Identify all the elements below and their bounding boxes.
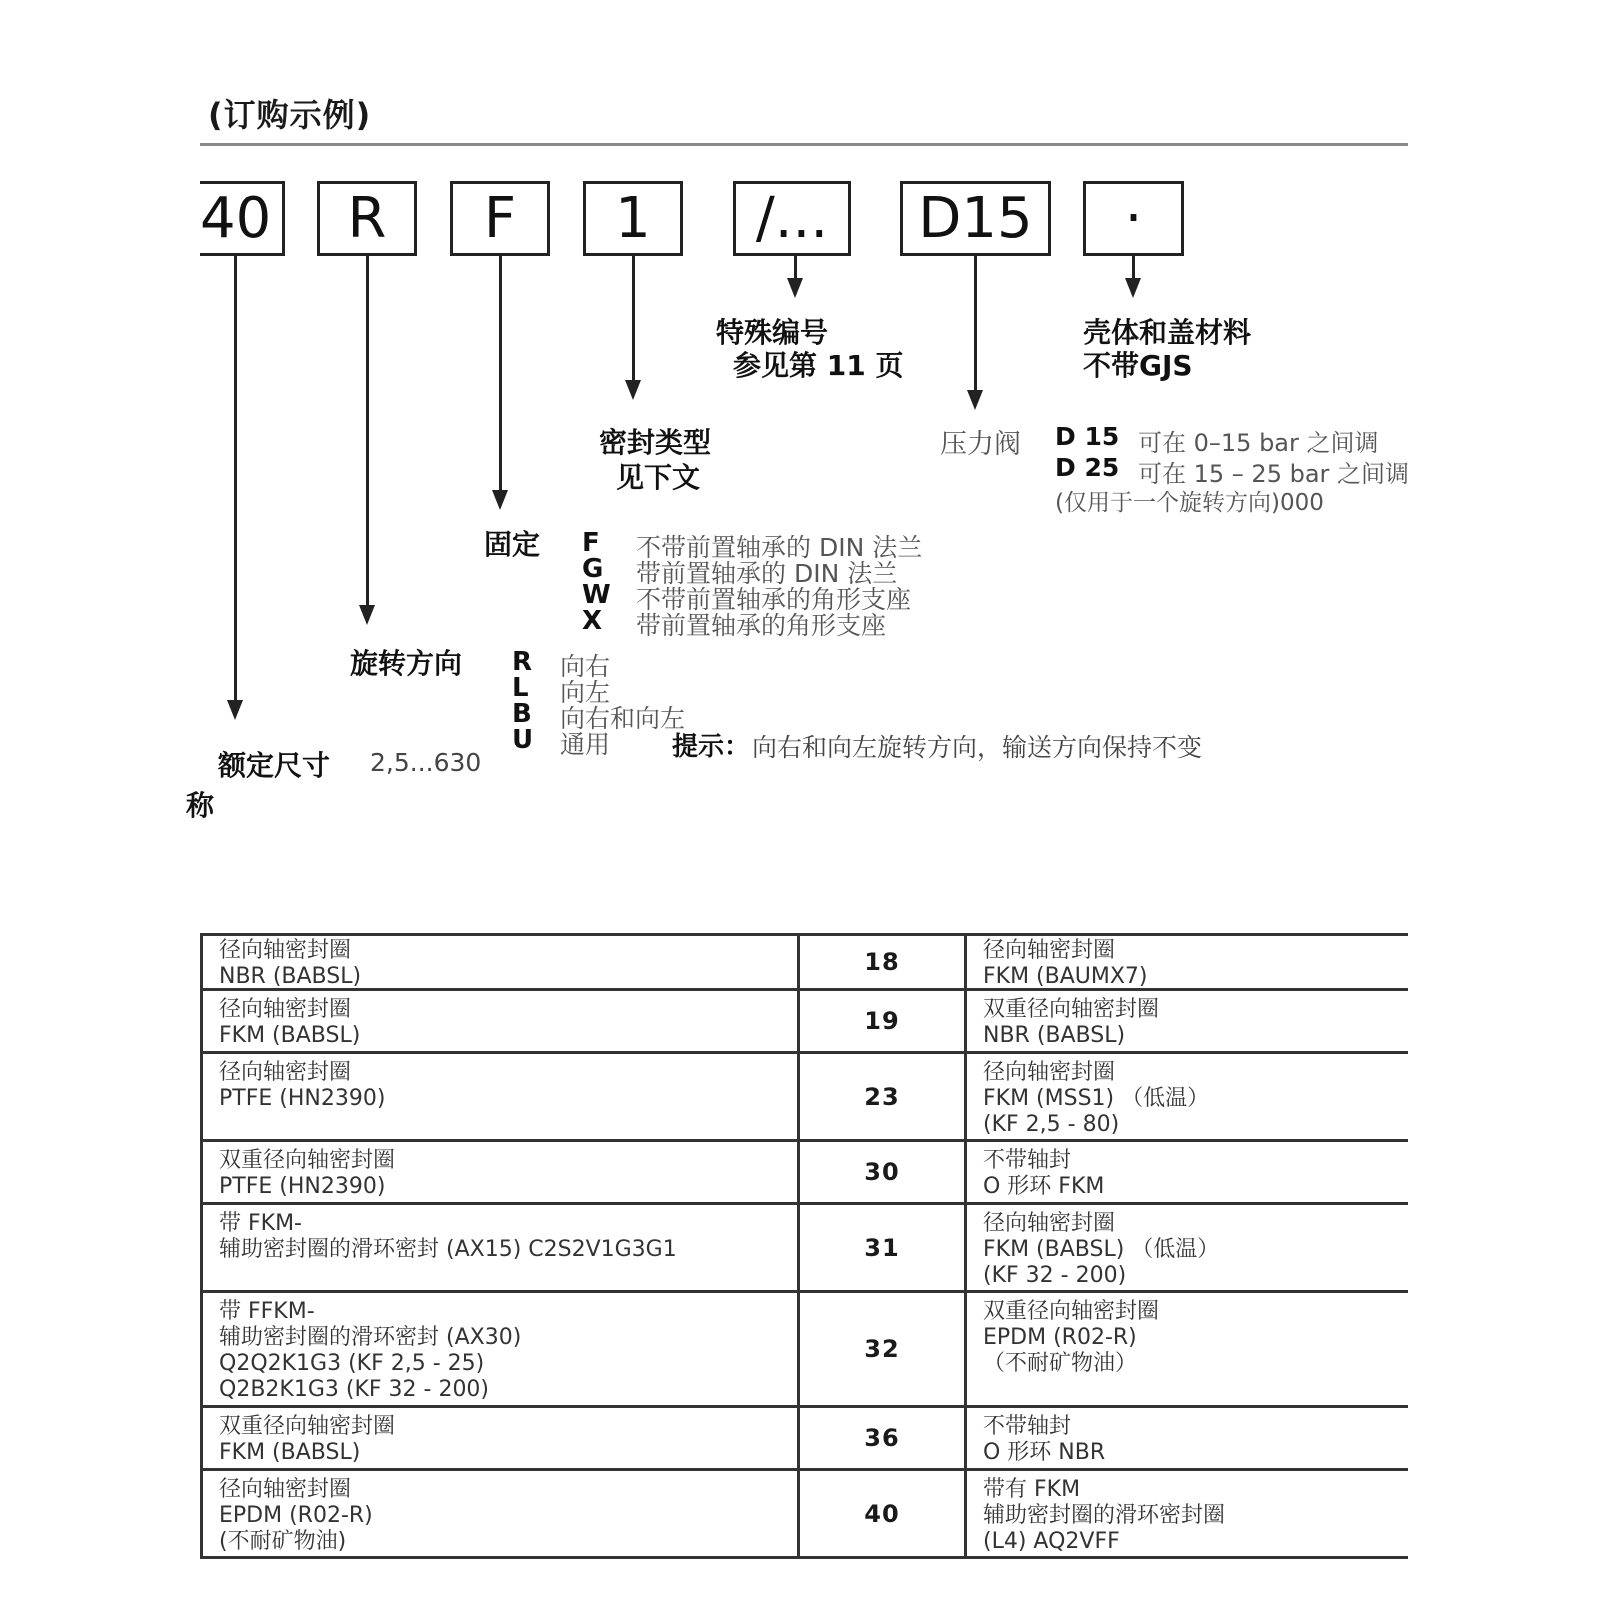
seal-left-line: 径向轴密封圈 bbox=[219, 1477, 352, 1502]
housing-material-label: 壳体和盖材料 bbox=[1083, 316, 1252, 349]
special-number-label: 特殊编号 bbox=[716, 316, 829, 349]
rotation-code: R bbox=[512, 647, 533, 677]
code-box-seal: 1 bbox=[583, 181, 683, 256]
seal-left-line: FKM (BABSL) bbox=[219, 1023, 361, 1048]
seal-right-cell bbox=[967, 1054, 1408, 1139]
table-row bbox=[200, 1205, 1408, 1293]
hint-label: 提示： bbox=[672, 732, 751, 762]
seal-right-cell bbox=[967, 991, 1408, 1051]
table-row bbox=[200, 1293, 1408, 1408]
rotation-text: 通用 bbox=[560, 730, 611, 759]
seal-left-line: EPDM (R02-R) bbox=[219, 1503, 373, 1528]
seal-left-cell bbox=[200, 1205, 800, 1290]
seal-code: 40 bbox=[800, 1471, 967, 1556]
seal-type-ref: 见下文 bbox=[616, 461, 701, 494]
arrow-line-special bbox=[794, 256, 797, 278]
seal-right-cell bbox=[967, 1142, 1408, 1202]
table-row bbox=[200, 933, 1408, 991]
seal-right-line: FKM (BAUMX7) bbox=[983, 964, 1148, 989]
seal-right-line: 双重径向轴密封圈 bbox=[983, 1299, 1160, 1324]
code-box-material: · bbox=[1083, 181, 1184, 256]
table-row bbox=[200, 1054, 1408, 1142]
arrow-head-pressure bbox=[967, 390, 983, 410]
seal-left-line: 带 FFKM- bbox=[219, 1299, 315, 1324]
seal-left-line: 径向轴密封圈 bbox=[219, 938, 352, 963]
code-box-size: 40 bbox=[200, 181, 285, 256]
code-box-special: /... bbox=[733, 181, 851, 256]
pressure-note: (仅用于一个旋转方向)000 bbox=[1055, 490, 1324, 516]
fixing-code: X bbox=[582, 606, 603, 636]
seal-right-line: 带有 FKM bbox=[983, 1477, 1081, 1502]
arrow-line-material bbox=[1132, 256, 1135, 278]
rotation-code: L bbox=[512, 673, 529, 703]
rotation-code: U bbox=[512, 725, 534, 755]
seal-left-cell bbox=[200, 1142, 800, 1202]
seal-left-cell bbox=[200, 1408, 800, 1468]
code-box-rotation: R bbox=[317, 181, 417, 256]
rotation-text: 向左 bbox=[560, 678, 611, 707]
page-title: (订购示例) bbox=[208, 96, 372, 134]
seal-right-line: 不带轴封 bbox=[983, 1148, 1072, 1173]
seal-left-line: Q2B2K1G3 (KF 32 - 200) bbox=[219, 1377, 490, 1402]
seal-right-cell bbox=[967, 1471, 1408, 1556]
arrow-head-fixing bbox=[492, 490, 508, 510]
seal-code: 30 bbox=[800, 1142, 967, 1202]
seal-left-cell bbox=[200, 1471, 800, 1556]
table-row bbox=[200, 991, 1408, 1054]
cut-off-char: 称 bbox=[186, 789, 215, 822]
seal-code: 31 bbox=[800, 1205, 967, 1290]
pressure-valve-block bbox=[940, 420, 1408, 520]
seal-right-line: O 形环 NBR bbox=[983, 1440, 1106, 1465]
seal-left-line: NBR (BABSL) bbox=[219, 964, 362, 989]
nominal-size-label: 额定尺寸 bbox=[218, 749, 331, 782]
seal-left-line: 双重径向轴密封圈 bbox=[219, 1148, 396, 1173]
seal-left-line: (不耐矿物油) bbox=[219, 1529, 347, 1554]
arrow-line-size bbox=[234, 256, 237, 701]
cut-off-char-wrapper bbox=[186, 784, 215, 822]
rotation-text: 向右和向左 bbox=[560, 704, 686, 733]
code-box-pressure: D15 bbox=[900, 181, 1051, 256]
fixing-code: F bbox=[582, 528, 600, 558]
seal-right-cell bbox=[967, 1408, 1408, 1468]
seal-code: 23 bbox=[800, 1054, 967, 1139]
fixing-text: 不带前置轴承的角形支座 bbox=[636, 585, 912, 614]
seal-left-line: 辅助密封圈的滑环密封 (AX30) bbox=[219, 1325, 522, 1350]
arrow-head-rotation bbox=[359, 605, 375, 625]
seal-left-line: 带 FKM- bbox=[219, 1211, 302, 1236]
fixing-code: G bbox=[582, 554, 604, 584]
fixing-text: 带前置轴承的 DIN 法兰 bbox=[636, 559, 898, 588]
seal-left-line: PTFE (HN2390) bbox=[219, 1086, 386, 1111]
special-number-ref: 参见第 11 页 bbox=[733, 349, 904, 382]
arrow-head-seal bbox=[625, 380, 641, 400]
seal-left-line: 双重径向轴密封圈 bbox=[219, 1414, 396, 1439]
seal-right-line: FKM (BABSL) （低温） bbox=[983, 1237, 1220, 1262]
table-row bbox=[200, 1408, 1408, 1471]
seal-left-line: PTFE (HN2390) bbox=[219, 1174, 386, 1199]
seal-right-cell bbox=[967, 1293, 1408, 1405]
seal-right-line: NBR (BABSL) bbox=[983, 1023, 1126, 1048]
rotation-label: 旋转方向 bbox=[350, 647, 463, 680]
fixing-label: 固定 bbox=[484, 528, 541, 561]
seal-type-label: 密封类型 bbox=[599, 426, 712, 459]
pressure-option-text: 可在 15 – 25 bar 之间调 bbox=[1138, 460, 1410, 488]
seal-right-line: O 形环 FKM bbox=[983, 1174, 1105, 1199]
housing-material-value: 不带GJS bbox=[1083, 349, 1193, 382]
seal-left-line: 辅助密封圈的滑环密封 (AX15) C2S2V1G3G1 bbox=[219, 1237, 677, 1262]
arrow-head-material bbox=[1125, 278, 1141, 298]
seal-right-line: (L4) AQ2VFF bbox=[983, 1529, 1120, 1554]
seal-left-cell bbox=[200, 991, 800, 1051]
seal-table bbox=[200, 933, 1408, 1559]
seal-left-line: FKM (BABSL) bbox=[219, 1440, 361, 1465]
code-box-fixing: F bbox=[450, 181, 550, 256]
fixing-text: 不带前置轴承的 DIN 法兰 bbox=[636, 533, 923, 562]
seal-left-line: Q2Q2K1G3 (KF 2,5 - 25) bbox=[219, 1351, 485, 1376]
seal-right-line: 径向轴密封圈 bbox=[983, 938, 1116, 963]
pressure-option-code: D 25 bbox=[1055, 453, 1120, 482]
seal-left-line: 径向轴密封圈 bbox=[219, 997, 352, 1022]
seal-right-line: 不带轴封 bbox=[983, 1414, 1072, 1439]
table-row bbox=[200, 1142, 1408, 1205]
seal-right-line: 辅助密封圈的滑环密封圈 bbox=[983, 1503, 1226, 1528]
seal-right-cell bbox=[967, 1205, 1408, 1290]
arrow-line-pressure bbox=[974, 256, 977, 391]
seal-left-line: 径向轴密封圈 bbox=[219, 1060, 352, 1085]
seal-code: 18 bbox=[800, 936, 967, 988]
seal-right-line: EPDM (R02-R) bbox=[983, 1325, 1137, 1350]
seal-left-cell bbox=[200, 1054, 800, 1139]
table-row bbox=[200, 1471, 1408, 1559]
arrow-line-rotation bbox=[366, 256, 369, 606]
seal-code: 36 bbox=[800, 1408, 967, 1468]
seal-right-line: (KF 32 - 200) bbox=[983, 1263, 1127, 1288]
seal-right-cell bbox=[967, 936, 1408, 988]
pressure-option-text: 可在 0–15 bar 之间调 bbox=[1138, 429, 1379, 457]
arrow-head-size bbox=[227, 700, 243, 720]
seal-code: 32 bbox=[800, 1293, 967, 1405]
seal-right-line: FKM (MSS1) （低温） bbox=[983, 1086, 1210, 1111]
seal-right-line: (KF 2,5 - 80) bbox=[983, 1112, 1120, 1137]
hint-text: 向右和向左旋转方向，输送方向保持不变 bbox=[752, 733, 1203, 762]
seal-right-line: 双重径向轴密封圈 bbox=[983, 997, 1160, 1022]
nominal-size-value: 2,5...630 bbox=[370, 748, 482, 777]
arrow-line-seal bbox=[632, 256, 635, 381]
rotation-text: 向右 bbox=[560, 652, 611, 681]
pressure-option-code: D 15 bbox=[1055, 422, 1120, 451]
title-divider bbox=[200, 143, 1408, 146]
fixing-code: W bbox=[582, 580, 611, 610]
rotation-code: B bbox=[512, 699, 532, 729]
seal-left-cell bbox=[200, 1293, 800, 1405]
arrow-line-fixing bbox=[499, 256, 502, 491]
seal-left-cell bbox=[200, 936, 800, 988]
seal-right-line: 径向轴密封圈 bbox=[983, 1060, 1116, 1085]
seal-right-line: 径向轴密封圈 bbox=[983, 1211, 1116, 1236]
pressure-valve-label: 压力阀 bbox=[940, 429, 1021, 460]
seal-code: 19 bbox=[800, 991, 967, 1051]
seal-right-line: （不耐矿物油） bbox=[983, 1351, 1138, 1376]
arrow-head-special bbox=[787, 278, 803, 298]
fixing-text: 带前置轴承的角形支座 bbox=[636, 611, 887, 640]
